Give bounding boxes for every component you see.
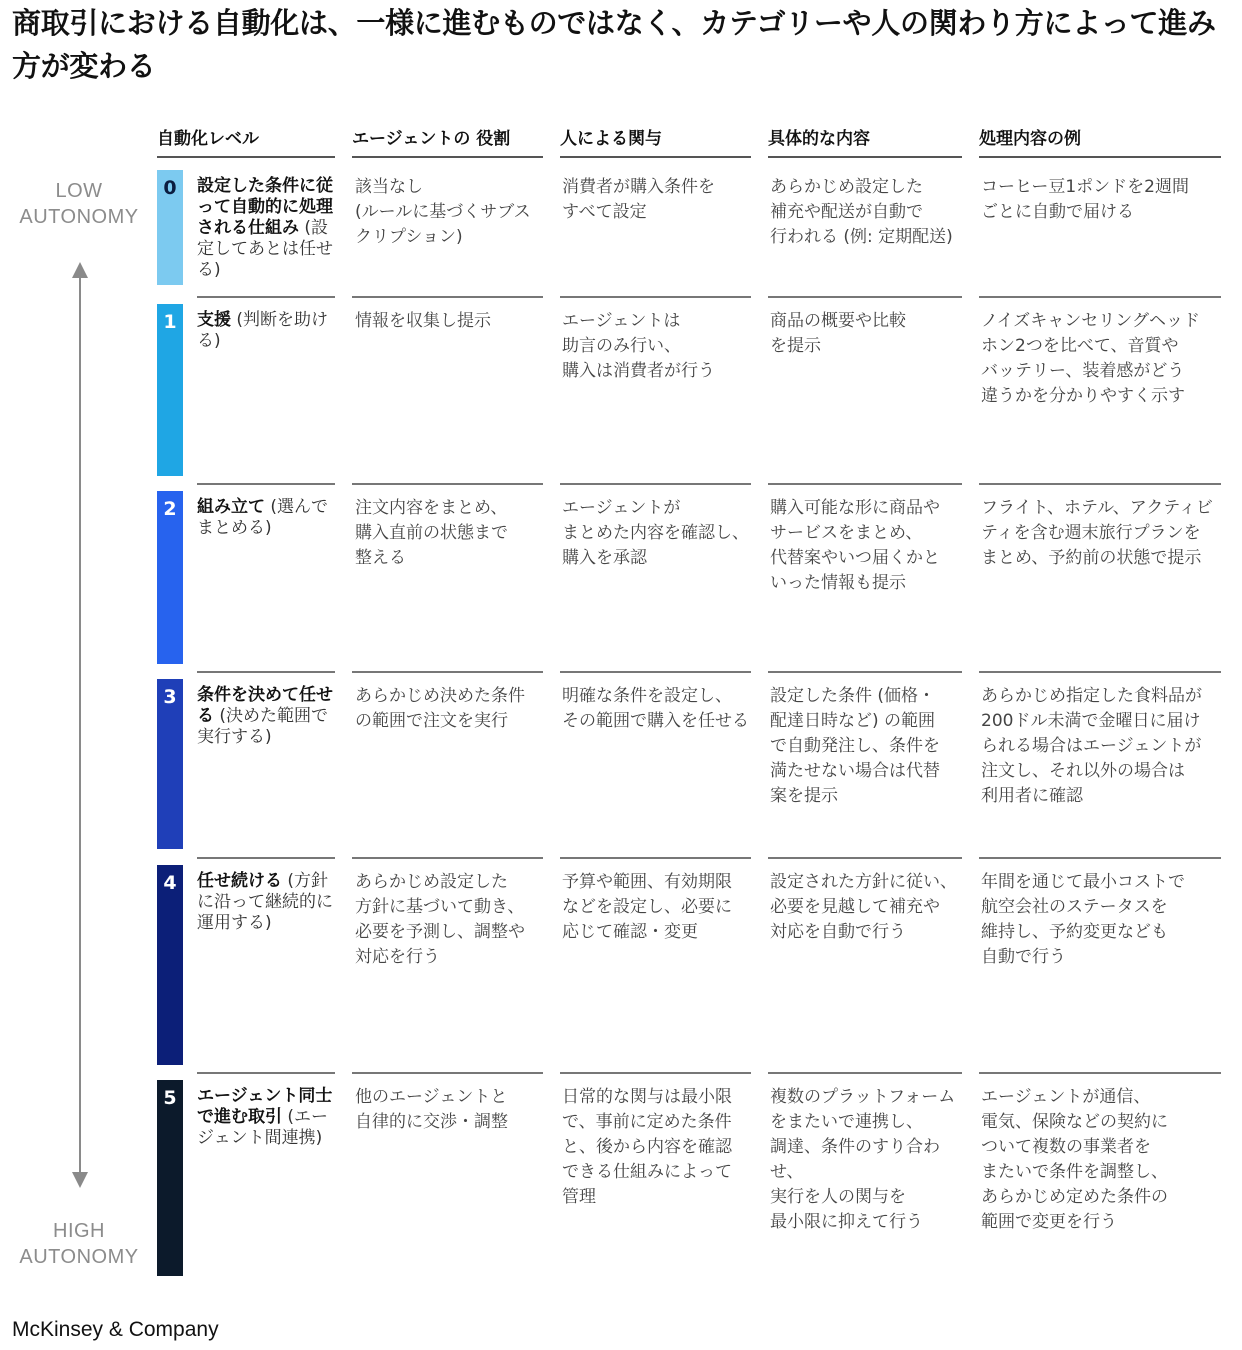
level-subtitle: (選んでまとめる) bbox=[197, 497, 329, 538]
level-title: 設定した条件に従って自動的に処理される仕組み bbox=[197, 176, 333, 238]
row-divider bbox=[197, 483, 335, 485]
row-divider bbox=[768, 1072, 962, 1074]
header-role: エージェントの 役割 bbox=[352, 124, 543, 158]
level-title: 任せ続ける bbox=[197, 871, 282, 891]
row-divider bbox=[197, 1072, 335, 1074]
cell-detail: 設定された方針に従い、 必要を見越して補充や 対応を自動で行う bbox=[770, 872, 957, 942]
level-title: エージェント同士で進む取引 bbox=[197, 1086, 333, 1127]
row-divider bbox=[352, 1072, 543, 1074]
row-divider bbox=[979, 671, 1221, 673]
level-number: 5 bbox=[163, 1087, 177, 1109]
level-name bbox=[197, 1086, 337, 1149]
cell-role: 該当なし (ルールに基づくサブスクリプション) bbox=[355, 177, 531, 247]
row-divider bbox=[560, 483, 751, 485]
low-autonomy-label: LOW AUTONOMY bbox=[19, 180, 139, 228]
cell-detail: あらかじめ設定した 補充や配送が自動で 行われる (例: 定期配送) bbox=[770, 177, 953, 247]
level-title: 組み立て bbox=[197, 497, 265, 517]
level-subtitle: (判断を助ける) bbox=[197, 310, 329, 351]
header-human: 人による関与 bbox=[560, 124, 751, 158]
level-subtitle: (方針に沿って継続的に運用する) bbox=[197, 871, 333, 933]
level-color-bar bbox=[157, 865, 183, 1065]
cell-role: 情報を収集し提示 bbox=[355, 311, 491, 331]
arrow-down-icon bbox=[72, 1172, 88, 1188]
cell-example: エージェントが通信、 電気、保険などの契約に ついて複数の事業者を またいで条件を調整し、 あらかじめ定めた条件の 範囲で変更を行う bbox=[981, 1087, 1168, 1232]
autonomy-axis-arrow bbox=[70, 262, 90, 1192]
level-subtitle: (設定してあとは任せる) bbox=[197, 218, 333, 280]
row-divider bbox=[352, 857, 543, 859]
row-divider bbox=[197, 671, 335, 673]
cell-detail: 商品の概要や比較 を提示 bbox=[770, 311, 906, 356]
cell-example: 年間を通じて最小コストで 航空会社のステータスを 維持し、予約変更なども 自動で行う bbox=[981, 872, 1185, 967]
level-number: 4 bbox=[163, 872, 177, 894]
row-divider bbox=[979, 1072, 1221, 1074]
cell-human: エージェントが まとめた内容を確認し、 購入を承認 bbox=[562, 498, 749, 568]
level-name bbox=[197, 176, 337, 281]
header-example: 処理内容の例 bbox=[979, 124, 1221, 158]
level-number: 0 bbox=[163, 177, 177, 199]
cell-detail: 購入可能な形に商品や サービスをまとめ、 代替案やいつ届くかと いった情報も提示 bbox=[770, 498, 940, 593]
row-divider bbox=[560, 1072, 751, 1074]
level-number: 2 bbox=[163, 498, 177, 520]
row-divider bbox=[768, 671, 962, 673]
arrow-up-icon bbox=[72, 262, 88, 278]
level-number: 3 bbox=[163, 686, 177, 708]
level-number: 1 bbox=[163, 311, 177, 333]
row-divider bbox=[197, 857, 335, 859]
level-name bbox=[197, 685, 337, 748]
level-title: 支援 bbox=[197, 310, 231, 330]
cell-human: 消費者が購入条件を すべて設定 bbox=[562, 177, 715, 222]
page-title: 商取引における自動化は、一様に進むものではなく、カテゴリーや人の関わり方によって進み方が変わる bbox=[12, 6, 1216, 83]
row-divider bbox=[560, 296, 751, 298]
row-divider bbox=[197, 296, 335, 298]
row-divider bbox=[768, 857, 962, 859]
level-name bbox=[197, 497, 337, 539]
level-title: 条件を決めて任せる bbox=[197, 685, 333, 726]
row-divider bbox=[979, 857, 1221, 859]
row-divider bbox=[352, 483, 543, 485]
level-name bbox=[197, 871, 337, 934]
level-subtitle: (決めた範囲で実行する) bbox=[197, 706, 329, 747]
row-divider bbox=[560, 857, 751, 859]
row-divider bbox=[352, 296, 543, 298]
company-logo: McKinsey & Company bbox=[12, 1318, 219, 1341]
cell-example: フライト、ホテル、アクティビ ティを含む週末旅行プランを まとめ、予約前の状態で提示 bbox=[981, 498, 1213, 568]
row-divider bbox=[768, 483, 962, 485]
cell-example: コーヒー豆1ポンドを2週間 ごとに自動で届ける bbox=[981, 177, 1189, 222]
cell-human: エージェントは 助言のみ行い、 購入は消費者が行う bbox=[562, 311, 715, 381]
row-divider bbox=[979, 296, 1221, 298]
level-subtitle: (エージェント間連携) bbox=[197, 1107, 329, 1148]
cell-example: ノイズキャンセリングヘッド ホン2つを比べて、音質や バッテリー、装着感がどう 違うかを分かりやすく示す bbox=[981, 311, 1200, 406]
cell-example: あらかじめ指定した食料品が 200ドル未満で金曜日に届け られる場合はエージェントが 注文し、それ以外の場合は 利用者に確認 bbox=[981, 686, 1202, 806]
cell-detail: 設定した条件 (価格・ 配達日時など) の範囲 で自動発注し、条件を 満たせない場合は代替 案を提示 bbox=[770, 686, 940, 806]
cell-human: 明確な条件を設定し、 その範囲で購入を任せる bbox=[562, 686, 749, 731]
cell-role: 注文内容をまとめ、 購入直前の状態まで 整える bbox=[355, 498, 508, 568]
cell-role: 他のエージェントと 自律的に交渉・調整 bbox=[355, 1087, 508, 1132]
row-divider bbox=[768, 296, 962, 298]
row-divider bbox=[979, 483, 1221, 485]
high-autonomy-label: HIGH AUTONOMY bbox=[19, 1220, 139, 1268]
row-divider bbox=[560, 671, 751, 673]
cell-role: あらかじめ設定した 方針に基づいて動き、 必要を予測し、調整や 対応を行う bbox=[355, 872, 525, 967]
header-detail: 具体的な内容 bbox=[768, 124, 962, 158]
level-name bbox=[197, 310, 337, 352]
header-level: 自動化レベル bbox=[157, 124, 335, 158]
cell-role: あらかじめ決めた条件 の範囲で注文を実行 bbox=[355, 686, 525, 731]
cell-human: 日常的な関与は最小限 で、事前に定めた条件 と、後から内容を確認 できる仕組みによって 管理 bbox=[562, 1087, 732, 1207]
cell-detail: 複数のプラットフォーム をまたいで連携し、 調達、条件のすり合わせ、 実行を人の関与を 最小限に抑えて行う bbox=[770, 1087, 956, 1232]
row-divider bbox=[352, 671, 543, 673]
cell-human: 予算や範囲、有効期限 などを設定し、必要に 応じて確認・変更 bbox=[562, 872, 732, 942]
